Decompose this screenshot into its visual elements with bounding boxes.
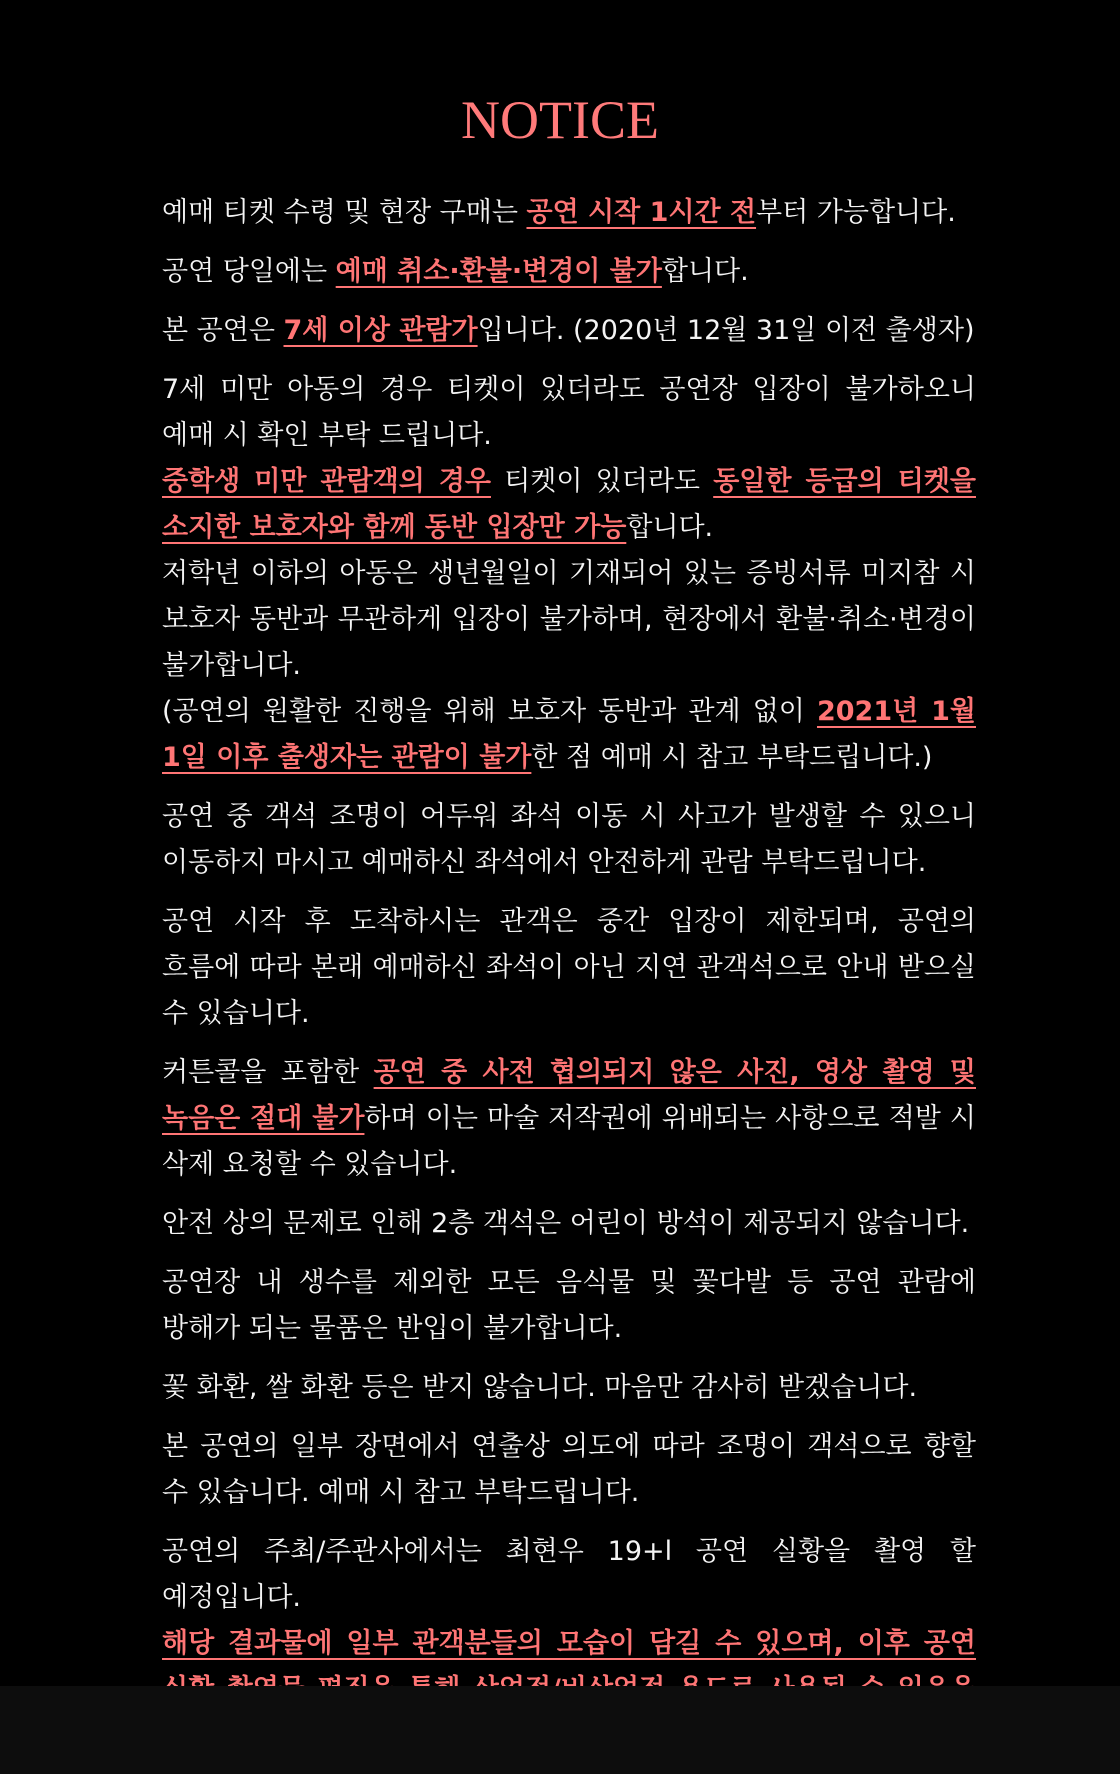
notice-paragraph [162,308,976,354]
notice-text: 합니다. [626,512,714,543]
highlighted-text: 공연 시작 1시간 전 [526,197,757,228]
notice-paragraph [162,367,976,459]
notice-paragraph [162,459,976,551]
notice-paragraph [162,1365,976,1411]
bottom-strip [0,1686,1120,1774]
notice-paragraph [162,1424,976,1516]
notice-text: 한 점 예매 시 참고 부탁드립니다.) [531,742,933,773]
notice-text: 티켓이 있더라도 [490,466,714,497]
notice-text: 저학년 이하의 아동은 생년월일이 기재되어 있는 증빙서류 미지참 시 보호자 동반과 무관하게 입장이 불가하며, 현장에서 환불·취소·변경이 불가합니다. [162,558,976,681]
highlighted-text: 예매 취소·환불·변경이 불가 [335,256,662,287]
notice-text: 공연 시작 후 도착하시는 관객은 중간 입장이 제한되며, 공연의 흐름에 따라 본래 예매하신 좌석이 아닌 지연 관객석으로 안내 받으실 수 있습니다. [162,906,976,1029]
notice-paragraph [162,794,976,886]
notice-paragraph [162,1529,976,1621]
notice-text: 공연 중 객석 조명이 어두워 좌석 이동 시 사고가 발생할 수 있으니 이동하지 마시고 예매하신 좌석에서 안전하게 관람 부탁드립니다. [162,801,976,878]
highlighted-text: 해당 결과물에 일부 관객분들의 모습이 담길 수 있으며, 이후 공연 [162,1628,976,1659]
notice-paragraph [162,689,976,781]
notice-text: 본 공연은 [162,315,284,346]
notice-text: 커튼콜을 포함한 [162,1057,374,1088]
notice-text: (공연의 원활한 진행을 위해 보호자 동반과 관계 없이 [162,696,817,727]
notice-text: 하며 이는 마술 저작권에 위배되는 사항으로 적발 시 삭제 요청할 수 있습니다. [162,1103,976,1180]
notice-text: 공연장 내 생수를 제외한 모든 음식물 및 꽃다발 등 공연 관람에 방해가 되는 물품은 반입이 불가합니다. [162,1267,976,1344]
notice-text: 공연의 주최/주관사에서는 최현우 19+l 공연 실황을 촬영 할 예정입니다. [162,1536,976,1613]
notice-paragraph [162,190,976,236]
notice-text: 꽃 화환, 쌀 화환 등은 받지 않습니다. 마음만 감사히 받겠습니다. [162,1372,918,1403]
notice-body [162,190,976,1759]
notice-title: NOTICE [461,90,659,150]
notice-paragraph [162,1050,976,1188]
notice-text: 7세 미만 아동의 경우 티켓이 있더라도 공연장 입장이 불가하오니 예매 시 확인 부탁 드립니다. [162,374,976,451]
notice-text: 예매 티켓 수령 및 현장 구매는 [162,197,527,228]
notice-text: 입니다. (2020년 12월 31일 이전 출생자) [477,315,975,346]
highlighted-text: 동일한 등급의 티켓을 소지한 보호자와 함께 동반 입장만 가능 [162,466,976,543]
notice-paragraph [162,551,976,689]
highlighted-text: 7세 이상 관람가 [283,315,478,346]
notice-text: 부터 가능합니다. [756,197,956,228]
highlighted-text: 중학생 미만 관람객의 경우 [162,466,491,497]
notice-paragraph [162,249,976,295]
notice-paragraph [162,1201,976,1247]
notice-text: 합니다. [661,256,749,287]
highlighted-text: 공연 중 사전 협의되지 않은 사진, 영상 촬영 및 녹음은 절대 불가 [162,1057,976,1134]
notice-text: 공연 당일에는 [162,256,336,287]
notice-text: 안전 상의 문제로 인해 2층 객석은 어린이 방석이 제공되지 않습니다. [162,1208,970,1239]
notice-text: 본 공연의 일부 장면에서 연출상 의도에 따라 조명이 객석으로 향할 수 있습니다. 예매 시 참고 부탁드립니다. [162,1431,976,1508]
notice-paragraph [162,899,976,1037]
highlighted-text: 2021년 1월 1일 이후 출생자는 관람이 불가 [162,696,976,773]
notice-paragraph [162,1260,976,1352]
